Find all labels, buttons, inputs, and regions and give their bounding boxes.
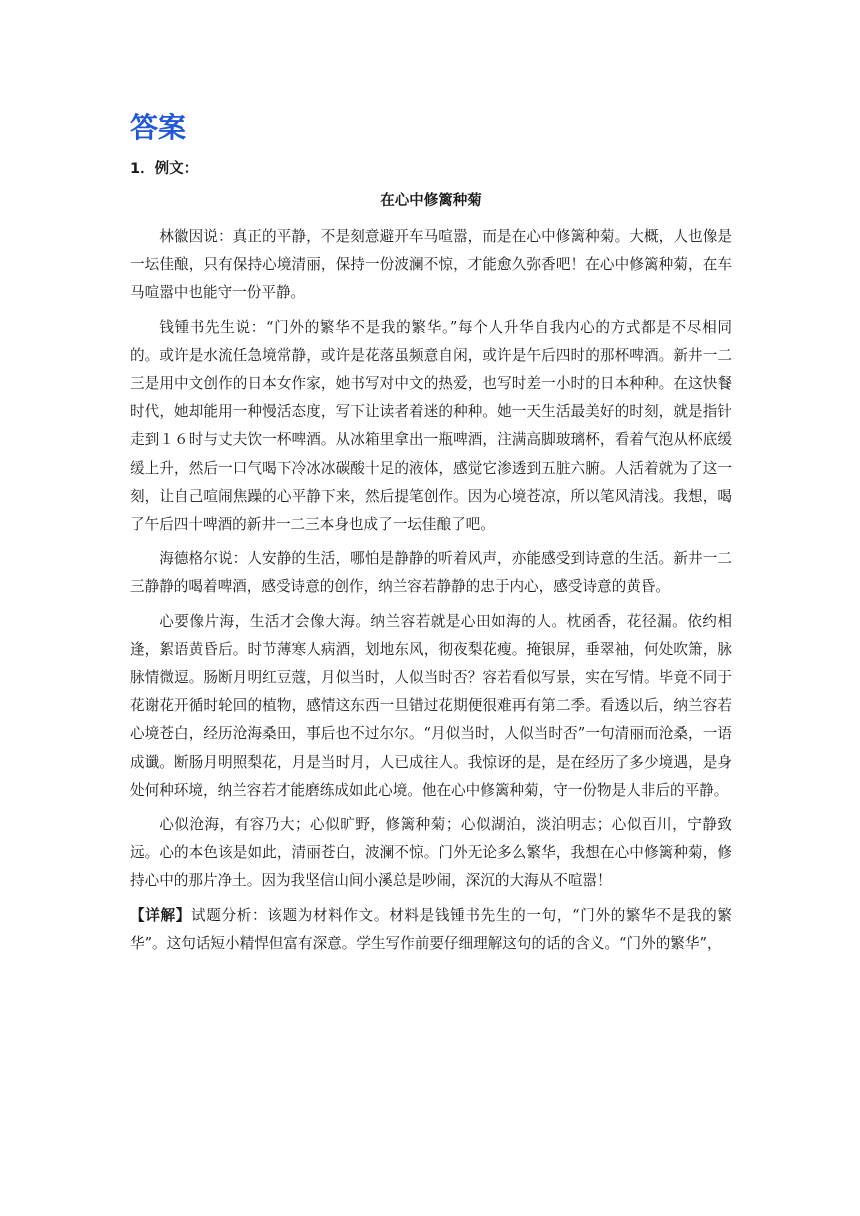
paragraph-1: 林徽因说：真正的平静，不是刻意避开车马喧嚣，而是在心中修篱种菊。大概，人也像是一坛佳酿，只有保持心境清丽，保持一份波澜不惊，才能愈久弥香吧！在心中修篱种菊，在车马喧嚣中也能守一份平静。 [130,228,732,302]
paragraph-3: 海德格尔说：人安静的生活，哪怕是静静的听着风声，亦能感受到诗意的生活。新井一二三静静的喝着啤酒，感受诗意的创作，纳兰容若静静的忠于内心，感受诗意的黄昏。 [130,550,732,596]
essay-body [130,223,732,958]
paragraph-5: 心似沧海，有容乃大；心似旷野，修篱种菊；心似湖泊，淡泊明志；心似百川，宁静致远。心的本色该是如此，清丽苍白，波澜不惊。门外无论多么繁华，我想在心中修篱种菊，修持心中的那片净土。因为我坚信山间小溪总是吵闹，深沉的大海从不喧嚣！ [130,816,732,890]
paragraph-2: 钱锺书先生说：“门外的繁华不是我的繁华。”每个人升华自我内心的方式都是不尽相同的。或许是水流任急境常静，或许是花落虽频意自闲，或许是午后四时的那杯啤酒。新井一二三是用中文创作的日本女作家，她书写对中文的热爱，也写时差一小时的日本种种。在这快餐时代，她却能用一种慢活态度，写下让读者着迷的种种。她一天生活最美好的时刻，就是指针走到１６时与丈夫饮一杯啤酒。从冰箱里拿出一瓶啤酒，注满高脚玻璃杯，看着气泡从杯底缓缓上升，然后一口气喝下冷冰冰碳酸十足的液体，感觉它渗透到五脏六腑。人活着就为了这一刻，让自己喧闹焦躁的心平静下来，然后提笔创作。因为心境苍凉，所以笔风清浅。我想，喝了午后四十啤酒的新井一二三本身也成了一坛佳酿了吧。 [130,318,732,534]
answer-heading: 答案 [130,111,187,144]
paragraph-4: 心要像片海，生活才会像大海。纳兰容若就是心田如海的人。枕函香，花径漏。依约相逢，絮语黄昏后。时节薄寒人病酒，划地东风，彻夜梨花瘦。掩银屏，垂翠袖，何处吹箫，脉脉情微逗。肠断月明红豆蔻，月似当时，人似当时否？容若看似写景，实在写情。毕竟不同于花谢花开循时轮回的植物，感情这东西一旦错过花期便很难再有第二季。看透以后，纳兰容若心境苍白，经历沧海桑田，事后也不过尔尔。“月似当时，人似当时否”一句清丽而沧桑，一语成谶。断肠月明照梨花，月是当时月，人已成往人。我惊讶的是，是在经历了多少境遇，是身处何种环境，纳兰容若才能磨练成如此心境。他在心中修篱种菊，守一份物是人非后的平静。 [130,612,732,799]
question-number: 1．例文： [130,161,199,177]
analysis-paragraph [130,902,732,958]
analysis-text: 试题分析：该题为材料作文。材料是钱锺书先生的一句，“门外的繁华不是我的繁华”。这句话短小精悍但富有深意。学生写作前要仔细理解这句的话的含义。“门外的繁华”， [130,906,732,952]
essay-title: 在心中修篱种菊 [380,193,482,209]
analysis-label: 【详解】 [130,906,191,924]
